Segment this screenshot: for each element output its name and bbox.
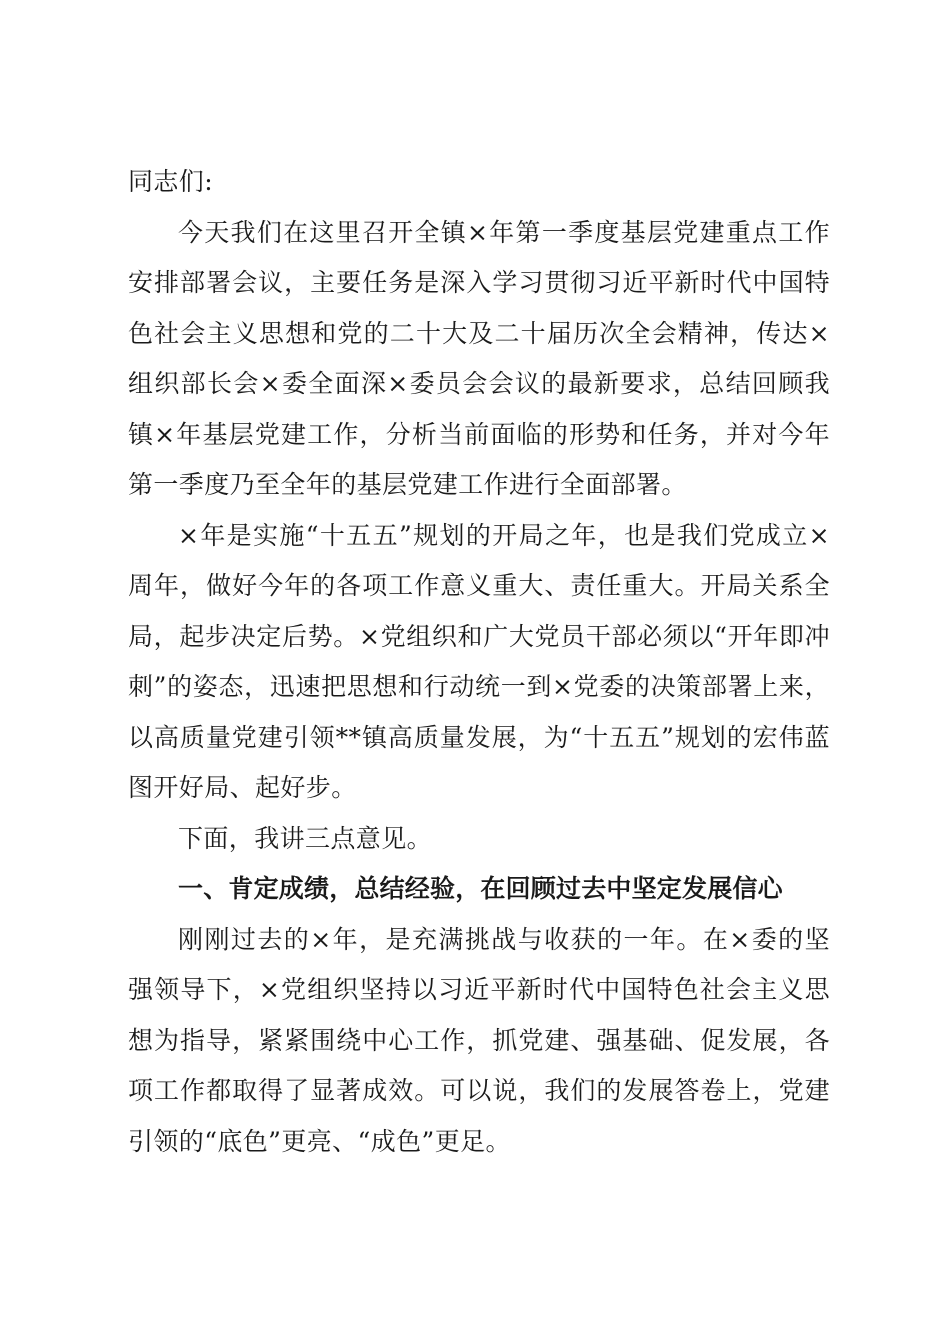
document-body [128, 157, 830, 1167]
paragraph-three-points: 下面，我讲三点意见。 [178, 823, 433, 853]
paragraph-meeting-purpose: 今天我们在这里召开全镇×年第一季度基层党建重点工作安排部署会议，主要任务是深入学习贯彻习近平新时代中国特色社会主义思想和党的二十大及二十届历次全会精神，传达×组织部长会×委全面深×委员会会议的最新要求，总结回顾我镇×年基层党建工作，分析当前面临的形势和任务，并对今年第一季度乃至全年的基层党建工作进行全面部署。 [128, 217, 830, 499]
salutation: 同志们: [128, 167, 214, 196]
paragraph-year-significance: ×年是实施“十五五”规划的开局之年，也是我们党成立×周年，做好今年的各项工作意义重大、责任重大。开局关系全局，起步决定后势。×党组织和广大党员干部必须以“开年即冲刺”的姿态，迅速把思想和行动统一到×党委的决策部署上来，以高质量党建引领**镇高质量发展，为“十五五”规划的宏伟蓝图开好局、起好步。 [128, 520, 830, 802]
paragraph-past-year-review: 刚刚过去的×年，是充满挑战与收获的一年。在×委的坚强领导下，×党组织坚持以习近平新时代中国特色社会主义思想为指导，紧紧围绕中心工作，抓党建、强基础、促发展，各项工作都取得了显著成效。可以说，我们的发展答卷上，党建引领的“底色”更亮、“成色”更足。 [128, 924, 830, 1156]
section-heading-1: 一、肯定成绩，总结经验，在回顾过去中坚定发展信心 [178, 874, 783, 903]
